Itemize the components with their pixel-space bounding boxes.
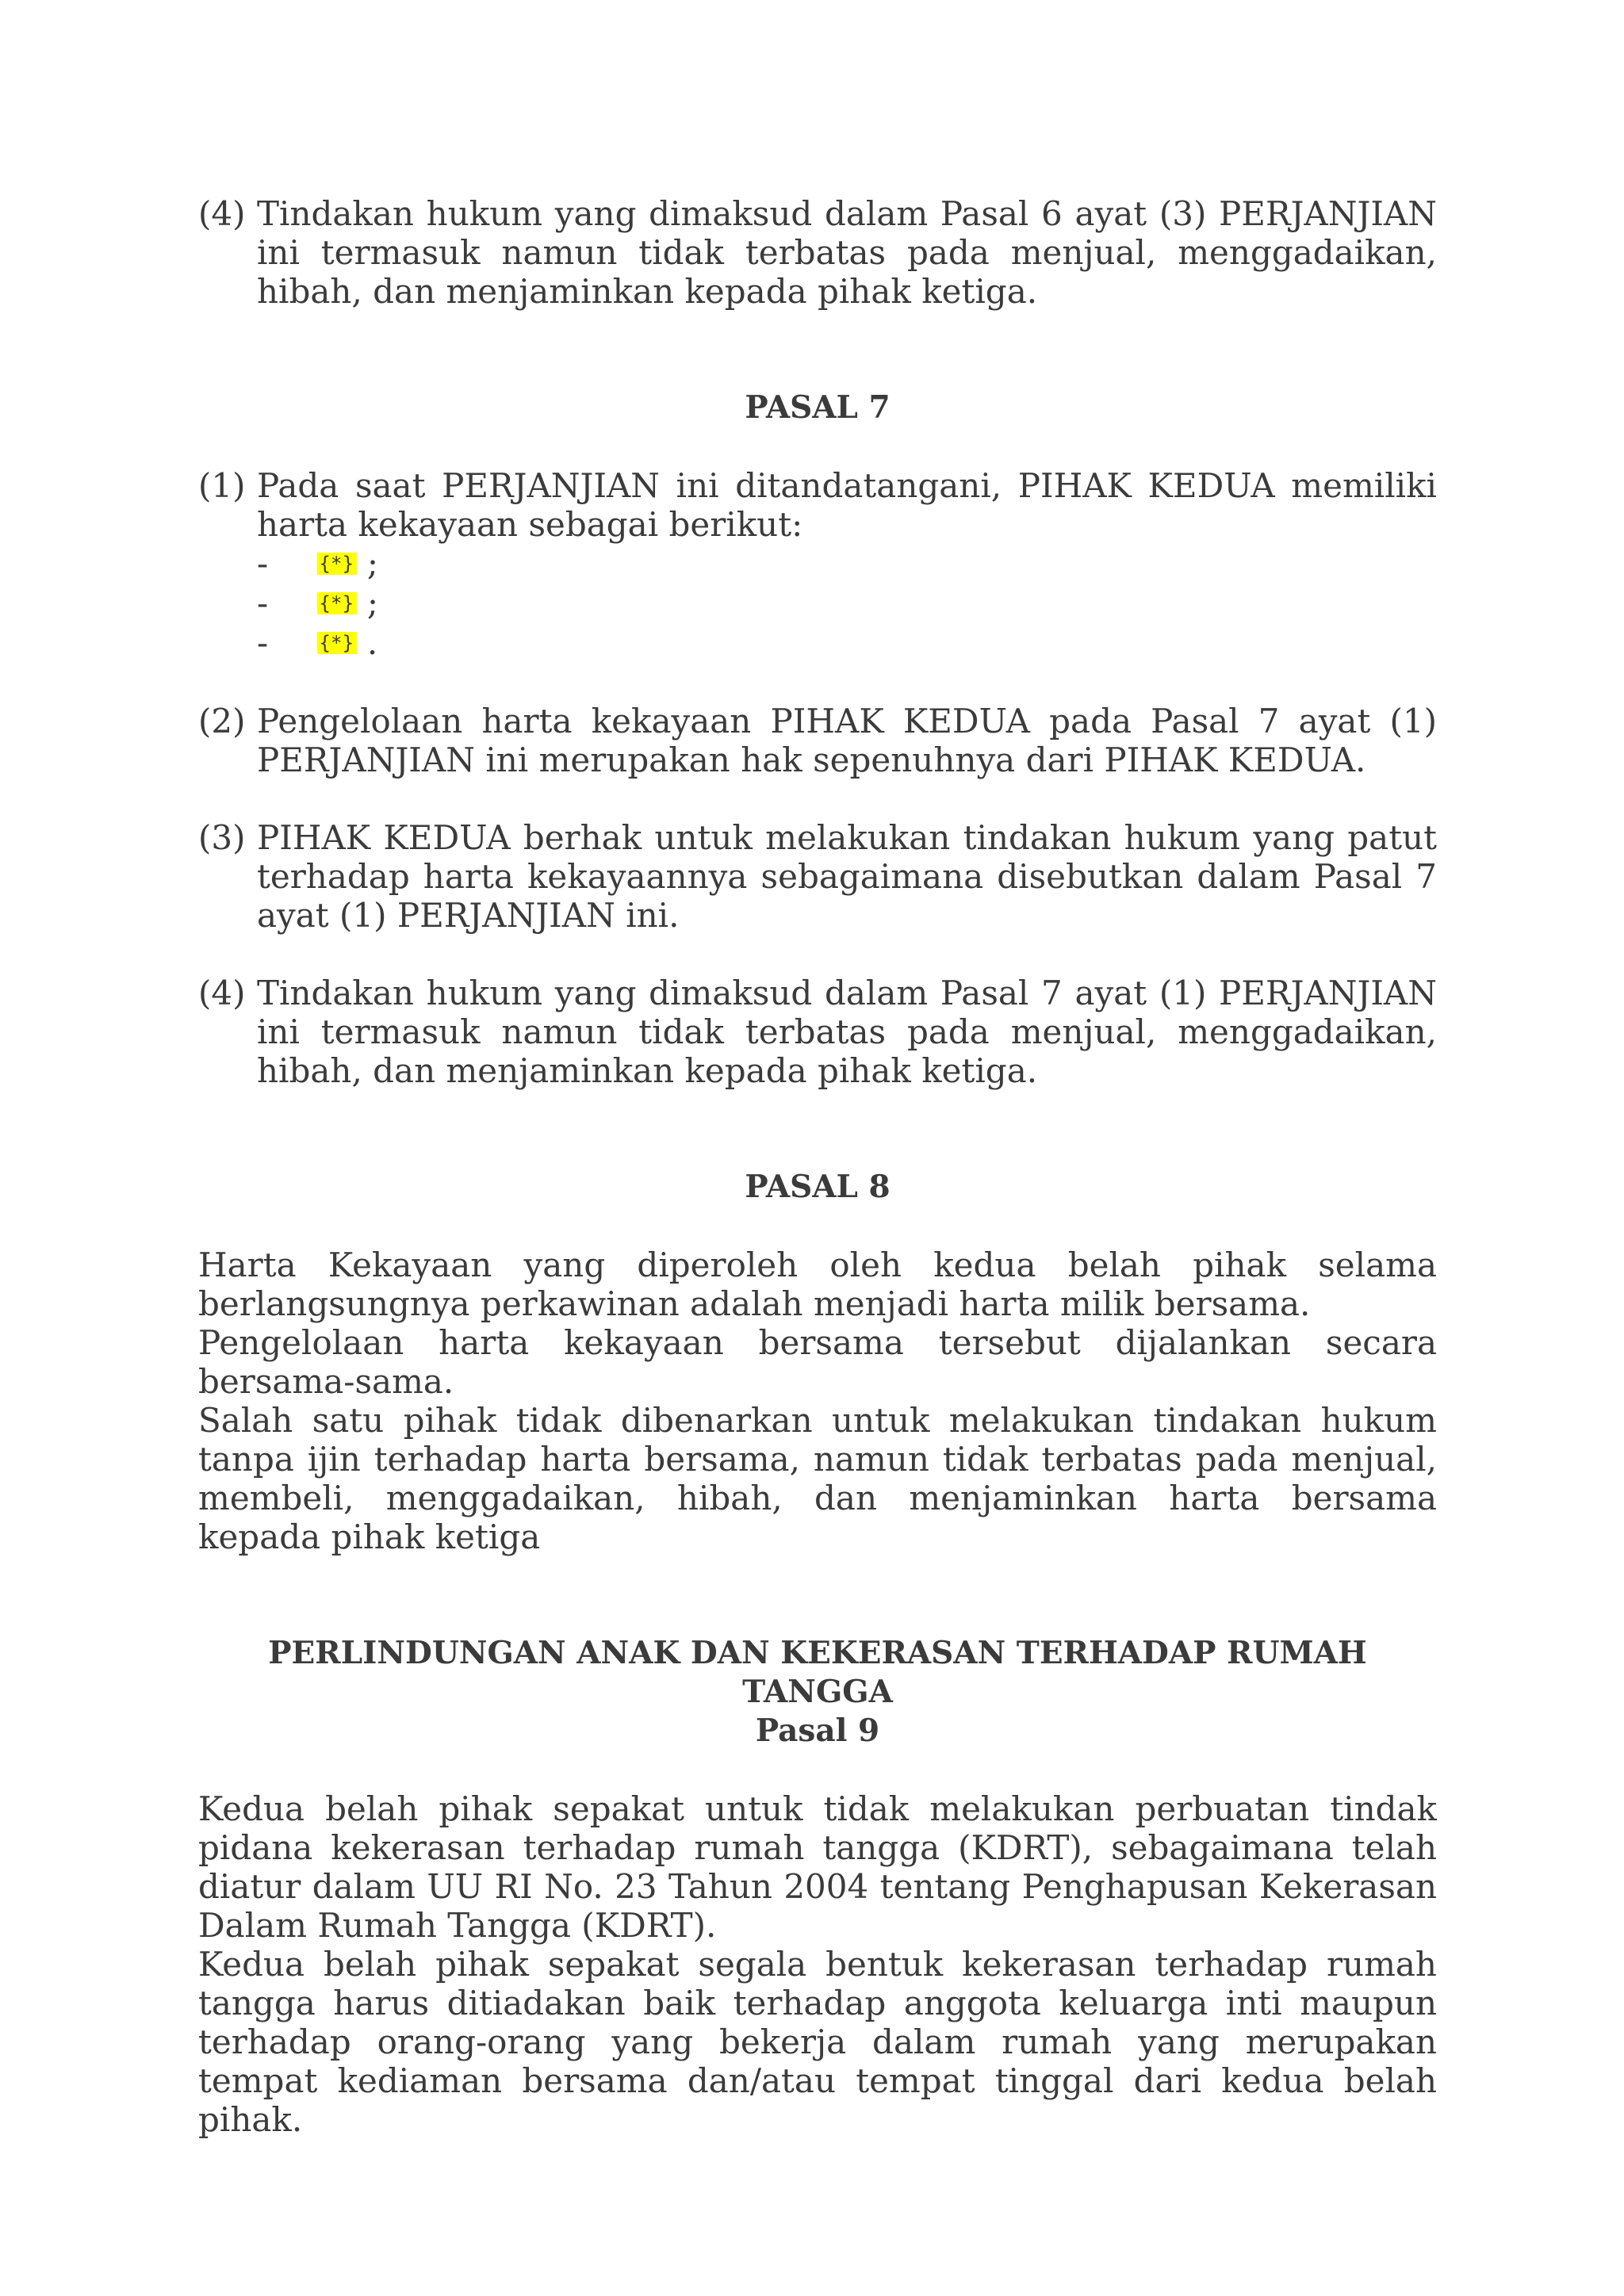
item-text: Tindakan hukum yang dimaksud dalam Pasal 7 ayat (1) PERJANJIAN ini termasuk namun tidak terbatas pada menjual, menggadaikan, hibah, dan menjaminkan kepada pihak ketiga. [257,974,1437,1090]
pasal6-item-4 [198,194,1437,311]
pasal7-item-4 [198,974,1437,1090]
bullet-punctuation: . [366,623,378,662]
pasal9-paragraph-1: Kedua belah pihak sepakat untuk tidak melakukan perbuatan tindak pidana kekerasan terhadap rumah tangga (KDRT), sebagaimana telah diatur dalam UU RI No. 23 Tahun 2004 tentang Penghapusan Kekerasan Dalam Rumah Tangga (KDRT). [198,1789,1437,1945]
pasal-7-heading: PASAL 7 [745,389,891,426]
pasal-8-heading: PASAL 8 [745,1169,891,1205]
item-text: Tindakan hukum yang dimaksud dalam Pasal 6 ayat (3) PERJANJIAN ini termasuk namun tidak terbatas pada menjual, menggadaikan, hibah, dan menjaminkan kepada pihak ketiga. [257,194,1437,311]
placeholder-field[interactable]: {*} [319,553,355,575]
pasal-9-heading: Pasal 9 [755,1712,880,1749]
asset-list-item [198,584,1437,623]
bullet-punctuation: ; [366,544,379,583]
asset-list-item [198,544,1437,584]
pasal7-item-2 [198,702,1437,779]
document-content [198,194,1437,2139]
placeholder-field[interactable]: {*} [319,632,355,654]
bullet-dash: - [257,623,269,662]
section-heading: PERLINDUNGAN ANAK DAN KEKERASAN TERHADAP RUMAH TANGGA [268,1635,1367,1710]
item-number: (4) [198,974,246,1012]
asset-list-item [198,623,1437,663]
bullet-dash: - [257,544,269,583]
pasal9-paragraph-2: Kedua belah pihak sepakat segala bentuk kekerasan terhadap rumah tangga harus ditiadakan baik terhadap anggota keluarga inti maupun terhadap orang-orang yang bekerja dalam rumah yang merupakan tempat kediaman bersama dan/atau tempat tinggal dari kedua belah pihak. [198,1945,1437,2139]
pasal7-item-3 [198,818,1437,935]
item-number: (1) [198,466,246,505]
item-text: Pengelolaan harta kekayaan PIHAK KEDUA pada Pasal 7 ayat (1) PERJANJIAN ini merupakan hak sepenuhnya dari PIHAK KEDUA. [257,702,1437,779]
bullet-dash: - [257,584,269,622]
pasal7-item-1 [198,466,1437,544]
item-number: (4) [198,194,246,233]
placeholder-field[interactable]: {*} [319,592,355,614]
item-number: (3) [198,818,246,857]
asset-list [198,544,1437,663]
item-text: Pada saat PERJANJIAN ini ditandatangani, PIHAK KEDUA memiliki harta kekayaan sebagai berikut: [257,466,1437,544]
pasal8-paragraph-2: Pengelolaan harta kekayaan bersama tersebut dijalankan secara bersama-sama. [198,1323,1437,1401]
pasal8-paragraph-1: Harta Kekayaan yang diperoleh oleh kedua belah pihak selama berlangsungnya perkawinan adalah menjadi harta milik bersama. [198,1246,1437,1323]
pasal8-paragraph-3: Salah satu pihak tidak dibenarkan untuk melakukan tindakan hukum tanpa ijin terhadap harta bersama, namun tidak terbatas pada menjual, membeli, menggadaikan, hibah, dan menjaminkan harta bersama kepada pihak ketiga [198,1401,1437,1556]
bullet-punctuation: ; [366,584,379,622]
item-text: PIHAK KEDUA berhak untuk melakukan tindakan hukum yang patut terhadap harta kekayaannya sebagaimana disebutkan dalam Pasal 7 ayat (1) PERJANJIAN ini. [257,818,1437,935]
item-number: (2) [198,702,246,740]
